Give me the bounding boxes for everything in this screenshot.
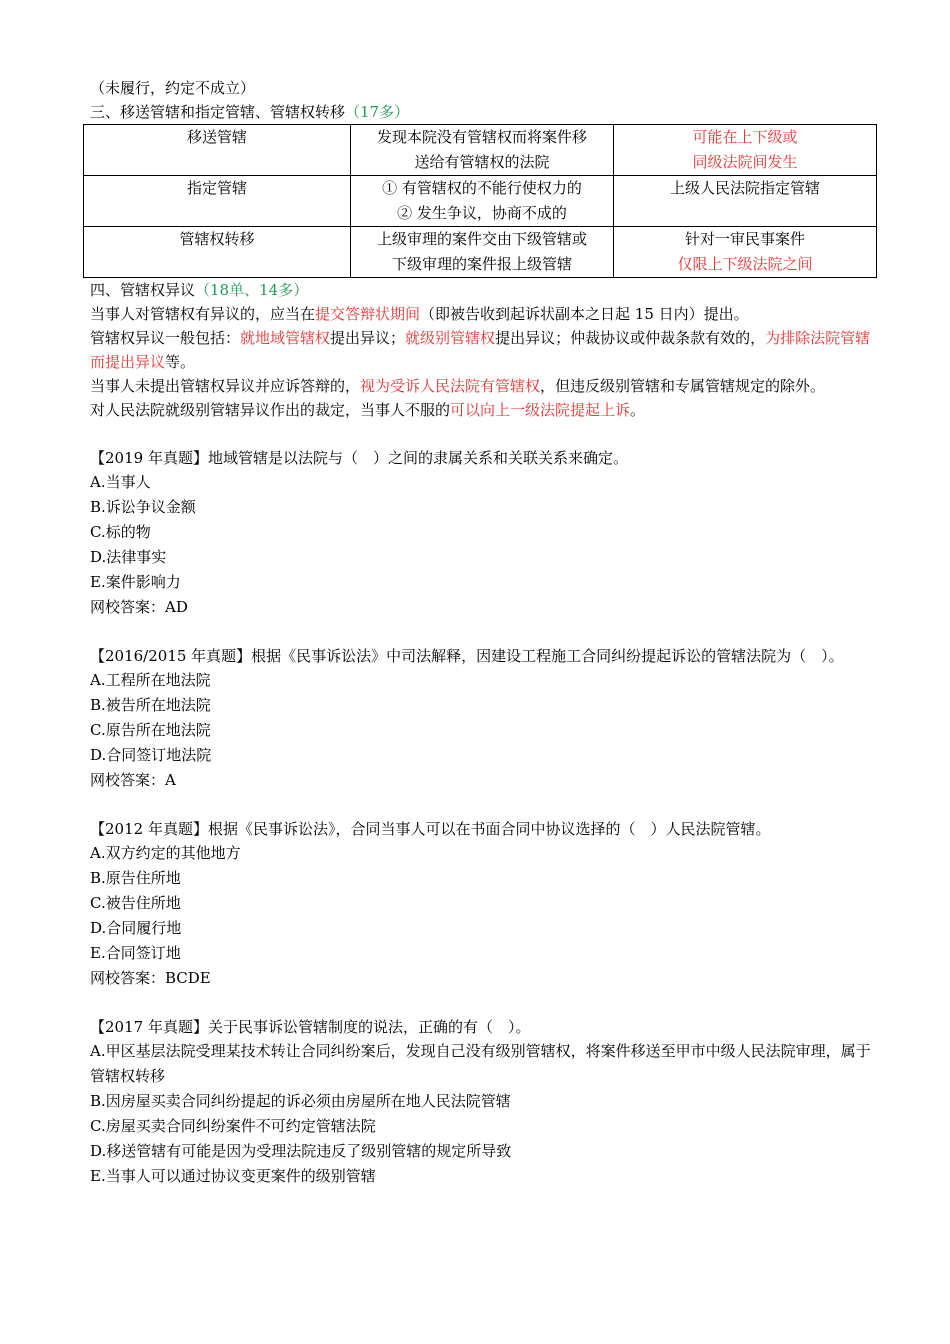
- jurisdiction-table: [83, 124, 877, 278]
- question-option: C.被告住所地: [90, 894, 181, 912]
- question-option: B.诉讼争议金额: [90, 498, 196, 516]
- question-block: [90, 817, 880, 991]
- section4-paragraph-1: 当事人对管辖权有异议的，应当在提交答辩状期间（即被告收到起诉状副本之日起 15 日内）提出。: [90, 305, 749, 323]
- section3-title: 三、移送管辖和指定管辖、管辖权转移: [90, 103, 346, 121]
- question-block: [90, 1015, 880, 1189]
- question-option: B.原告住所地: [90, 869, 181, 887]
- row-desc: 发现本院没有管辖权而将案件移 送给有管辖权的法院: [351, 125, 614, 176]
- question-option: D.法律事实: [90, 548, 167, 566]
- section4-tag: （18单、14多）: [195, 281, 309, 299]
- intro-note: （未履行，约定不成立）: [90, 79, 256, 97]
- question-answer: 网校答案：BCDE: [90, 969, 211, 987]
- question-title: 【2019 年真题】地域管辖是以法院与（ ）之间的隶属关系和关联关系来确定。: [90, 449, 628, 467]
- section4-paragraph-3: 当事人未提出管辖权异议并应诉答辩的，视为受诉人民法院有管辖权，但违反级别管辖和专属管辖规定的除外。: [90, 377, 826, 395]
- row-desc: ① 有管辖权的不能行使权力的 ② 发生争议，协商不成的: [351, 176, 614, 227]
- row-note: 上级人民法院指定管辖: [614, 176, 877, 227]
- question-option: D.移送管辖有可能是因为受理法院违反了级别管辖的规定所导致: [90, 1142, 512, 1160]
- question-option: A.当事人: [90, 473, 151, 491]
- question-option: A.双方约定的其他地方: [90, 844, 241, 862]
- question-option: D.合同履行地: [90, 919, 182, 937]
- question-block: [90, 446, 880, 620]
- question-option: E.案件影响力: [90, 573, 181, 591]
- question-answer: 网校答案：A: [90, 771, 176, 789]
- section3-tag: （17多）: [345, 103, 410, 121]
- question-title: 【2012 年真题】根据《民事诉讼法》，合同当事人可以在书面合同中协议选择的（ ）人民法院管辖。: [90, 820, 771, 838]
- row-name: 移送管辖: [84, 125, 351, 176]
- section4-paragraph-4: 对人民法院就级别管辖异议作出的裁定，当事人不服的可以向上一级法院提起上诉。: [90, 401, 646, 419]
- question-option: B.因房屋买卖合同纠纷提起的诉必须由房屋所在地人民法院管辖: [90, 1092, 511, 1110]
- question-answer: 网校答案：AD: [90, 598, 188, 616]
- question-title: 【2016/2015 年真题】根据《民事诉讼法》中司法解释，因建设工程施工合同纠纷提起诉讼的管辖法院为（ ）。: [90, 647, 844, 665]
- question-option: D.合同签订地法院: [90, 746, 212, 764]
- row-desc: 上级审理的案件交由下级管辖或 下级审理的案件报上级管辖: [351, 227, 614, 278]
- section4-paragraph-2: 管辖权异议一般包括：就地域管辖权提出异议；就级别管辖权提出异议；仲裁协议或仲裁条款有效的，为排除法院管辖而提出异议等。: [90, 329, 871, 371]
- question-option: B.被告所在地法院: [90, 696, 211, 714]
- table-row: [84, 125, 877, 176]
- section4-title: 四、管辖权异议: [90, 281, 196, 299]
- question-option: A.甲区基层法院受理某技术转让合同纠纷案后，发现自己没有级别管辖权，将案件移送至甲市中级人民法院审理，属于管辖权转移: [90, 1042, 871, 1085]
- row-note: 针对一审民事案件 仅限上下级法院之间: [614, 227, 877, 278]
- question-option: C.标的物: [90, 523, 151, 541]
- question-option: C.原告所在地法院: [90, 721, 211, 739]
- question-option: A.工程所在地法院: [90, 671, 211, 689]
- question-option: E.当事人可以通过协议变更案件的级别管辖: [90, 1167, 376, 1185]
- question-option: E.合同签订地: [90, 944, 181, 962]
- question-title: 【2017 年真题】关于民事诉讼管辖制度的说法，正确的有（ ）。: [90, 1018, 531, 1036]
- question-option: C.房屋买卖合同纠纷案件不可约定管辖法院: [90, 1117, 376, 1135]
- section4-heading: [90, 278, 880, 302]
- row-name: 管辖权转移: [84, 227, 351, 278]
- row-name: 指定管辖: [84, 176, 351, 227]
- row-note: 可能在上下级或 同级法院间发生: [614, 125, 877, 176]
- document-content: [90, 76, 880, 1189]
- question-block: [90, 644, 880, 793]
- section3-heading: [90, 100, 880, 124]
- table-row: [84, 227, 877, 278]
- table-row: [84, 176, 877, 227]
